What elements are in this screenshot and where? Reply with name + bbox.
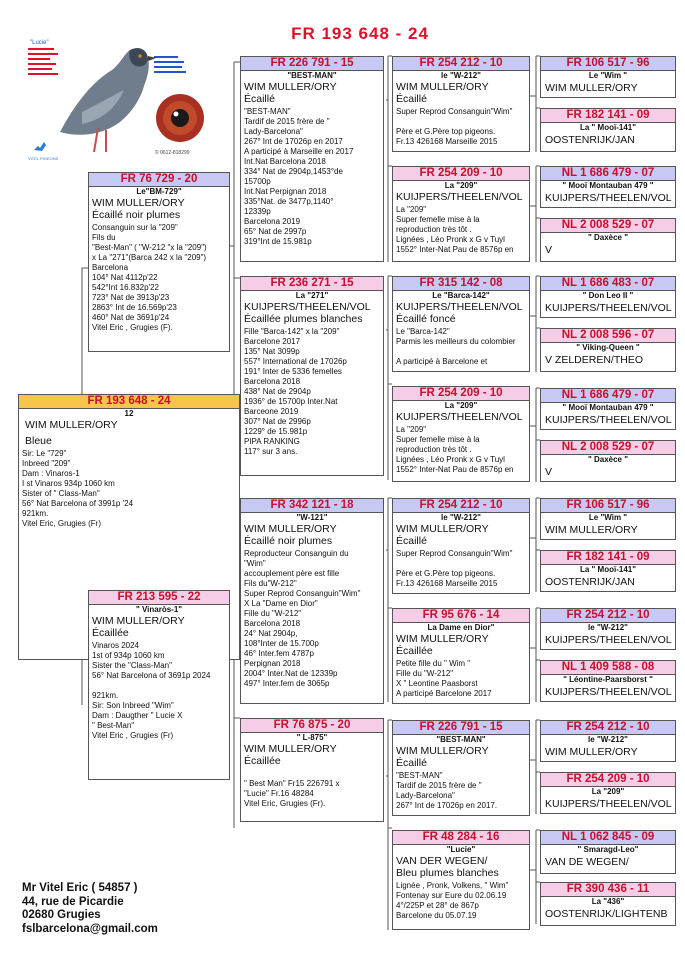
note-line: Super Reprod Consanguin"Wim" (396, 549, 513, 558)
note-line: Fr.13 426168 Marseille 2015 (396, 579, 498, 588)
note-line: 267° Int de 17026p en 2017 (244, 137, 343, 146)
note-line: 4°/225P et 28° de 867p (396, 901, 479, 910)
note-line: 104° Nat 4112p'22 (92, 273, 158, 282)
note-line: Fils du (92, 233, 116, 242)
note-line (92, 681, 226, 691)
note-line: Fille "Barca-142" x la "209" (244, 327, 340, 336)
dam-card (88, 590, 230, 780)
note-line: 319°Int de 15.981p (244, 237, 312, 246)
ggp-color: Écaillée (396, 645, 433, 657)
note-line: 135° Nat 3099p (244, 347, 300, 356)
g4-nickname: La "436" (591, 897, 625, 906)
g4-breeder: KUIJPERS/THEELEN/VOL (545, 302, 672, 314)
grandparent-nickname: "W-121" (296, 513, 328, 522)
sire-nickname: Le"BM-729" (136, 187, 182, 196)
grandparent-card (240, 718, 384, 822)
note-line: 921km. (92, 691, 119, 700)
great-grandparent-card (392, 56, 530, 152)
ggp-notes (393, 547, 529, 589)
note-line: Vinaros 2024 (92, 641, 139, 650)
note-line: 1229° de 15.981p (244, 427, 308, 436)
note-line (396, 559, 526, 569)
note-line: 15700p (244, 177, 271, 186)
g4-breeder: KUIJPERS/THEELEN/VOL (545, 192, 672, 204)
g4-nickname: le "W-212" (588, 623, 628, 632)
grandparent-nickname: "BEST-MAN" (287, 71, 337, 80)
ggp-ring-number: FR 254 212 - 10 (393, 499, 529, 513)
great-grandparent-card (392, 386, 530, 482)
ggp-notes (393, 423, 529, 475)
g4-breeder: OOSTENRIJK/JAN (545, 576, 635, 588)
grandparent-ring-number: FR 76 875 - 20 (241, 719, 383, 733)
g4-ring-number: NL 1 686 479 - 07 (541, 389, 675, 403)
g4-nickname: La "209" (591, 787, 625, 796)
ggp-nickname: le "W-212" (441, 71, 481, 80)
note-line (396, 347, 526, 357)
note-line (396, 117, 526, 127)
note-line: "BEST-MAN" (244, 107, 291, 116)
ggp-notes (393, 879, 529, 921)
note-line: 723° Nat de 3913p'23 (92, 293, 170, 302)
note-line: Consanguin sur la "209" (92, 223, 178, 232)
note-line: La "209" (396, 205, 427, 214)
note-line: "Best-Man" ( "W-212 "x la "209") (92, 243, 207, 252)
note-line: Petite fille du " Wim " (396, 659, 471, 668)
ggp-nickname: La "209" (444, 401, 478, 410)
note-line: La "209" (396, 425, 427, 434)
g4-card (540, 608, 676, 650)
ggp-notes (393, 105, 529, 147)
note-line: 2863° Int de 16.569p'23 (92, 303, 177, 312)
page-title: FR 193 648 - 24 (291, 24, 429, 43)
note-line: Vitel Eric, Grugies (Fr). (244, 799, 326, 808)
g4-ring-number: NL 2 008 529 - 07 (541, 441, 675, 455)
note-line: 1552° Inter-Nat Pau de 8576p en (396, 465, 514, 474)
g4-breeder: KUIJPERS/THEELEN/VOL (545, 798, 672, 810)
note-line: Vitel Eric, Grugies (Fr) (22, 519, 101, 528)
ggp-ring-number: FR 48 284 - 16 (393, 831, 529, 845)
g4-card (540, 440, 676, 482)
note-line: A participé à Marseille en 2017 (244, 147, 354, 156)
note-line: Barcelone 2017 (244, 337, 301, 346)
note-line: Vitel Eric , Grugies (F). (92, 323, 173, 332)
note-line: PIPA RANKING (244, 437, 300, 446)
note-line: Barcelona 2018 (244, 619, 301, 628)
note-line: Super femelle mise à la (396, 215, 480, 224)
g4-breeder: OOSTENRIJK/LIGHTENB (545, 908, 668, 920)
g4-breeder: KUIJPERS/THEELEN/VOL (545, 414, 672, 426)
ggp-notes (393, 769, 529, 811)
photo-tag: "Lucie" (30, 40, 49, 46)
g4-ring-number: NL 1 062 845 - 09 (541, 831, 675, 845)
g4-card (540, 830, 676, 874)
note-line: " Best Man" Fr15 226791 x (244, 779, 340, 788)
g4-card (540, 56, 676, 98)
ggp-notes (393, 203, 529, 255)
ggp-breeder: KUIJPERS/THEELEN/VOL (396, 411, 523, 423)
note-line: Lady-Barcelona" (396, 791, 455, 800)
g4-nickname: " Daxèce " (587, 233, 629, 242)
note-line: Fontenay sur Eure du 02.06.19 (396, 891, 507, 900)
dam-breeder: WIM MULLER/ORY (92, 615, 185, 627)
ggp-breeder: WIM MULLER/ORY (396, 633, 489, 645)
grandparent-ring-number: FR 236 271 - 15 (241, 277, 383, 291)
g4-card (540, 108, 676, 152)
grandparent-color: Écaillé (244, 93, 275, 105)
dam-ring-number: FR 213 595 - 22 (89, 591, 229, 605)
ggp-notes (393, 657, 529, 699)
g4-ring-number: FR 182 141 - 09 (541, 109, 675, 123)
main-ring-number: FR 193 648 - 24 (19, 395, 239, 409)
note-line: 108°Inter de 15.700p (244, 639, 319, 648)
note-line: Tardif de 2015 frère de " (244, 117, 330, 126)
note-line: Perpignan 2018 (244, 659, 301, 668)
grandparent-color: Écaillée plumes blanches (244, 313, 363, 325)
ggp-nickname: le "W-212" (441, 513, 481, 522)
note-line: 46° Inter.fem 4787p (244, 649, 314, 658)
note-line: 1st of 934p 1060 km (92, 651, 165, 660)
g4-ring-number: FR 390 436 - 11 (541, 883, 675, 897)
g4-card (540, 772, 676, 814)
note-line: Super Reprod Consanguin"Wim" (396, 107, 513, 116)
note-line: Lignées , Léo Pronk x G v Tuyl (396, 455, 505, 464)
ggp-color: Écaillé (396, 535, 427, 547)
ggp-ring-number: FR 95 676 - 14 (393, 609, 529, 623)
note-line: Barceone 2019 (244, 407, 299, 416)
grandparent-card (240, 276, 384, 476)
note-line: Le "Barca-142" (396, 327, 450, 336)
note-line: 334° Nat de 2904p,1453°de (244, 167, 343, 176)
main-num: 12 (124, 409, 134, 418)
owner-email[interactable]: fslbarcelona@gmail.com (22, 922, 158, 935)
g4-card (540, 276, 676, 318)
note-line: 24° Nat 2904p, (244, 629, 298, 638)
ggp-color: Bleu plumes blanches (396, 867, 499, 879)
note-line: Fille du "W-212" (244, 609, 302, 618)
dam-color: Écaillée (92, 627, 129, 639)
grandparent-breeder: WIM MULLER/ORY (244, 81, 337, 93)
g4-breeder: VAN DE WEGEN/ (545, 856, 629, 868)
main-color: Bleue (25, 435, 52, 447)
note-line (244, 769, 380, 779)
note-line: Barcelona 2018 (244, 377, 301, 386)
g4-breeder: WIM MULLER/ORY (545, 82, 638, 94)
note-line: Inbreed "209" (22, 459, 71, 468)
note-line: Tardif de 2015 frère de " (396, 781, 482, 790)
great-grandparent-card (392, 830, 530, 930)
note-line: Int.Nat Perpignan 2018 (244, 187, 327, 196)
ggp-color: Écaillé foncé (396, 313, 456, 325)
note-line: 12339p (244, 207, 271, 216)
g4-nickname: " Daxèce " (587, 455, 629, 464)
note-line: Barcelone du 05.07.19 (396, 911, 477, 920)
note-line: Barcelona 2019 (244, 217, 301, 226)
g4-card (540, 218, 676, 262)
grandparent-nickname: " L-875" (296, 733, 328, 742)
g4-nickname: La " Mooï-141" (579, 123, 637, 132)
sire-card (88, 172, 230, 352)
grandparent-ring-number: FR 342 121 - 18 (241, 499, 383, 513)
ggp-ring-number: FR 254 209 - 10 (393, 167, 529, 181)
note-line: 2004° Inter.Nat de 12339p (244, 669, 338, 678)
note-line: A participé à Barcelone et (396, 357, 488, 366)
grandparent-color: Écaillée (244, 755, 281, 767)
note-line: Dam : Daugther " Lucie X (92, 711, 183, 720)
g4-breeder: OOSTENRIJK/JAN (545, 134, 635, 146)
main-notes (19, 447, 239, 529)
g4-breeder: KUIJPERS/THEELEN/VOL (545, 634, 672, 646)
ggp-breeder: KUIJPERS/THEELEN/VOL (396, 191, 523, 203)
g4-card (540, 882, 676, 926)
note-line: 56° Nat Barcelona of 3691p 2024 (92, 671, 211, 680)
note-line: Int.Nat Barcelona 2018 (244, 157, 326, 166)
grandparent-notes (241, 105, 383, 247)
ggp-ring-number: FR 254 212 - 10 (393, 57, 529, 71)
owner-street: 44, rue de Picardie (22, 895, 124, 908)
g4-nickname: " Smaragd-Leo" (577, 845, 639, 854)
note-line: A participé Barcelone 2017 (396, 689, 492, 698)
note-line: Parmis les meilleurs du colombier (396, 337, 516, 346)
note-line: 117° sur 3 ans. (244, 447, 298, 456)
g4-card (540, 550, 676, 592)
note-line: X " Leontine Paasborst (396, 679, 478, 688)
ggp-nickname: "BEST-MAN" (436, 735, 486, 744)
grandparent-breeder: WIM MULLER/ORY (244, 743, 337, 755)
g4-card (540, 720, 676, 762)
note-line: 542°Int 16.832p'22 (92, 283, 160, 292)
owner-city: 02680 Grugies (22, 909, 101, 921)
g4-breeder: WIM MULLER/ORY (545, 746, 638, 758)
note-line: Sister the "Class-Man" (92, 661, 172, 670)
ggp-breeder: WIM MULLER/ORY (396, 523, 489, 535)
g4-ring-number: NL 2 008 529 - 07 (541, 219, 675, 233)
note-line: "Wim" (244, 559, 266, 568)
note-line: Lignées , Léo Pronk x G v Tuyl (396, 235, 505, 244)
note-line: 335°Nat. de 3477p,1140° (244, 197, 334, 206)
note-line: Vitel Eric , Grugies (Fr) (92, 731, 174, 740)
photo-footer: © 0612-818299 (155, 150, 190, 156)
note-line: Reproducteur Consanguin du (244, 549, 349, 558)
great-grandparent-card (392, 608, 530, 704)
note-line: Dam : Vinaros-1 (22, 469, 80, 478)
note-line: Fille du "W-212" (396, 669, 454, 678)
ggp-ring-number: FR 254 209 - 10 (393, 387, 529, 401)
note-line: Barcelona (92, 263, 129, 272)
g4-ring-number: FR 254 212 - 10 (541, 721, 675, 735)
note-line: 56° Nat Barcelona of 3991p '24 (22, 499, 134, 508)
ggp-breeder: KUIJPERS/THEELEN/VOL (396, 301, 523, 313)
g4-card (540, 660, 676, 702)
sire-breeder: WIM MULLER/ORY (92, 197, 185, 209)
g4-ring-number: FR 182 141 - 09 (541, 551, 675, 565)
ggp-nickname: Le "Barca-142" (432, 291, 490, 300)
note-line: " Best-Man" (92, 721, 135, 730)
grandparent-breeder: KUIJPERS/THEELEN/VOL (244, 301, 371, 313)
g4-ring-number: NL 1 409 588 - 08 (541, 661, 675, 675)
photo-brand: VITEL PIGEONS (28, 156, 59, 161)
note-line: Super Reprod Consanguin"Wim" (244, 589, 361, 598)
note-line: 497° Inter.fem de 3065p (244, 679, 330, 688)
note-line: 1936° de 15700p Inter.Nat (244, 397, 338, 406)
note-line: Lady-Barcelona" (244, 127, 303, 136)
g4-ring-number: NL 2 008 596 - 07 (541, 329, 675, 343)
g4-nickname: " Viking-Queen " (576, 343, 640, 352)
note-line: "BEST-MAN" (396, 771, 443, 780)
note-line: 267° Int de 17026p en 2017. (396, 801, 498, 810)
ggp-nickname: "Lucie" (446, 845, 476, 854)
g4-ring-number: FR 254 212 - 10 (541, 609, 675, 623)
g4-breeder: V (545, 466, 553, 478)
grandparent-notes (241, 767, 383, 809)
grandparent-notes (241, 547, 383, 689)
g4-card (540, 166, 676, 208)
grandparent-card (240, 498, 384, 704)
note-line: 191° Inter de 5336 femelles (244, 367, 342, 376)
note-line: "Lucie" Fr.16 48284 (244, 789, 314, 798)
note-line: 921km. (22, 509, 49, 518)
sire-notes (89, 221, 229, 333)
g4-ring-number: FR 106 517 - 96 (541, 57, 675, 71)
great-grandparent-card (392, 498, 530, 594)
ggp-breeder: WIM MULLER/ORY (396, 81, 489, 93)
great-grandparent-card (392, 720, 530, 816)
g4-card (540, 388, 676, 430)
note-line: accouplement père est fille (244, 569, 340, 578)
note-line: Fils du"W-212" (244, 579, 297, 588)
ggp-color: Écaillé (396, 757, 427, 769)
g4-nickname: " Mooï Montauban 479 " (562, 181, 654, 190)
g4-ring-number: NL 1 686 479 - 07 (541, 167, 675, 181)
note-line: reproduction très tôt . (396, 445, 472, 454)
ggp-nickname: La Dame en Dior" (427, 623, 495, 632)
note-line: x La "271"(Barca 242 x la "209") (92, 253, 207, 262)
note-line: 460° Nat de 3691p'24 (92, 313, 170, 322)
grandparent-color: Écaillé noir plumes (244, 535, 333, 547)
g4-breeder: WIM MULLER/ORY (545, 524, 638, 536)
g4-card (540, 328, 676, 372)
ggp-breeder: WIM MULLER/ORY (396, 745, 489, 757)
g4-breeder: V ZELDEREN/THEO (545, 354, 644, 366)
ggp-notes (393, 325, 529, 367)
owner-contact (22, 882, 158, 936)
g4-nickname: " Léontine-Paarsborst " (563, 675, 653, 684)
grandparent-ring-number: FR 226 791 - 15 (241, 57, 383, 71)
owner-name: Mr Vitel Eric ( 54857 ) (22, 882, 138, 894)
grandparent-breeder: WIM MULLER/ORY (244, 523, 337, 535)
g4-nickname: le "W-212" (588, 735, 628, 744)
g4-nickname: Le "Wim " (588, 513, 628, 522)
note-line: reproduction très tôt . (396, 225, 472, 234)
g4-nickname: " Mooï Montauban 479 " (562, 403, 654, 412)
grandparent-notes (241, 325, 383, 457)
great-grandparent-card (392, 276, 530, 372)
note-line: Sister of " Class-Man" (22, 489, 100, 498)
ggp-nickname: La "209" (444, 181, 478, 190)
g4-ring-number: FR 106 517 - 96 (541, 499, 675, 513)
note-line: 438° Nat de 2904p (244, 387, 311, 396)
note-line: Père et G.Père top pigeons. (396, 569, 496, 578)
note-line: 1552° Inter-Nat Pau de 8576p en (396, 245, 514, 254)
ggp-ring-number: FR 315 142 - 08 (393, 277, 529, 291)
sire-color: Écaillé noir plumes (92, 209, 181, 221)
grandparent-nickname: La "271" (295, 291, 329, 300)
note-line: Sir: Son Inbreed "Wim" (92, 701, 174, 710)
g4-breeder: KUIJPERS/THEELEN/VOL (545, 686, 672, 698)
dam-nickname: " Vinaròs-1" (135, 605, 183, 614)
note-line: Sir: Le "729" (22, 449, 67, 458)
ggp-breeder: VAN DER WEGEN/ (396, 855, 488, 867)
ggp-color: Écaillé (396, 93, 427, 105)
g4-nickname: La " Mooï-141" (579, 565, 637, 574)
g4-breeder: V (545, 244, 553, 256)
note-line: 307° Nat de 2996p (244, 417, 311, 426)
grandparent-card (240, 56, 384, 262)
sire-ring-number: FR 76 729 - 20 (89, 173, 229, 187)
note-line: I st Vinaros 934p 1060 km (22, 479, 115, 488)
main-breeder: WIM MULLER/ORY (25, 419, 118, 431)
g4-nickname: Le "Wim " (588, 71, 628, 80)
g4-ring-number: NL 1 686 483 - 07 (541, 277, 675, 291)
note-line: Père et G.Père top pigeons. (396, 127, 496, 136)
g4-card (540, 498, 676, 540)
note-line: X La "Dame en Dior" (244, 599, 318, 608)
g4-nickname: " Don Leo II " (582, 291, 634, 300)
note-line: Fr.13 426168 Marseille 2015 (396, 137, 498, 146)
note-line: Super femelle mise à la (396, 435, 480, 444)
note-line: Lignée , Pronk, Volkens, " Wim" (396, 881, 509, 890)
great-grandparent-card (392, 166, 530, 262)
ggp-ring-number: FR 226 791 - 15 (393, 721, 529, 735)
g4-ring-number: FR 254 209 - 10 (541, 773, 675, 787)
dam-notes (89, 639, 229, 741)
note-line: 557° International de 17026p (244, 357, 347, 366)
note-line: 65° Nat de 2997p (244, 227, 307, 236)
